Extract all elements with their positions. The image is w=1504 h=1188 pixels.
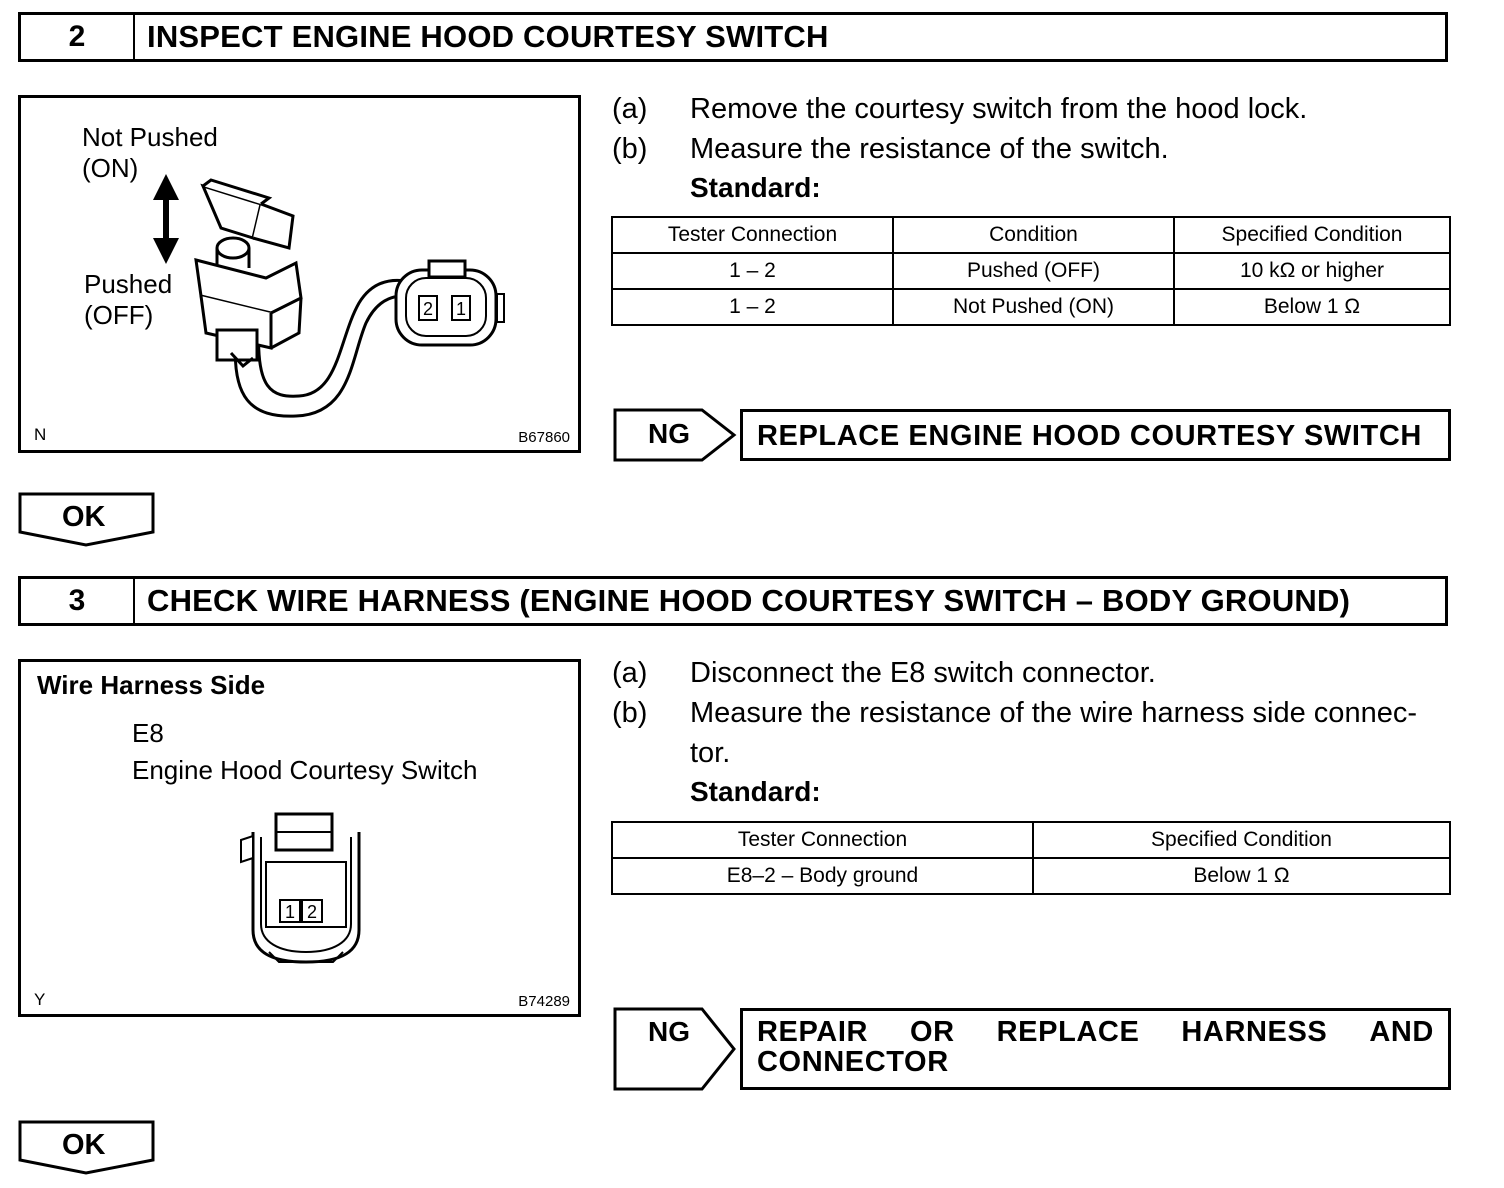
instruction-label: (b) [612, 697, 648, 729]
figure-code: B67860 [518, 429, 570, 446]
courtesy-switch-drawing [21, 98, 578, 450]
table-cell: Below 1 Ω [1174, 289, 1450, 325]
instruction-label: (a) [612, 657, 648, 689]
ng-action-word: REPLACE [996, 1016, 1140, 1048]
ok-label: OK [62, 501, 106, 533]
ng-action-line-2: CONNECTOR [757, 1046, 949, 1078]
step-title: CHECK WIRE HARNESS (ENGINE HOOD COURTESY SWITCH – BODY GROUND) [147, 583, 1351, 618]
table-cell: 10 kΩ or higher [1174, 253, 1450, 289]
step-3-header [18, 576, 1448, 626]
figure-code: B74289 [518, 993, 570, 1010]
instruction-text: Disconnect the E8 switch connector. [690, 657, 1156, 689]
pin-label: 1 [455, 299, 467, 319]
step-2-spec-table [611, 216, 1451, 326]
ng-action-box [740, 1008, 1451, 1090]
ng-action-word: OR [909, 1016, 955, 1048]
table-cell: 1 – 2 [612, 289, 893, 325]
table-row [612, 858, 1450, 894]
switch-connector-icon [396, 261, 504, 345]
harness-figure [18, 659, 581, 1017]
figure-heading: Wire Harness Side [37, 670, 266, 700]
harness-connector-icon [241, 814, 359, 962]
ng-action-word: REPAIR [757, 1016, 869, 1048]
table-header: Tester Connection [612, 217, 893, 253]
label-pushed-state: (OFF) [84, 300, 154, 330]
step-3-spec-table [611, 821, 1451, 895]
standard-label: Standard: [690, 172, 821, 203]
table-header: Condition [893, 217, 1174, 253]
ng-label: NG [648, 418, 690, 449]
pin-label: 2 [422, 299, 434, 319]
table-header: Specified Condition [1033, 822, 1450, 858]
ng-action-text: REPLACE ENGINE HOOD COURTESY SWITCH [757, 420, 1422, 452]
harness-connector-drawing [21, 662, 578, 1014]
ok-label: OK [62, 1129, 106, 1161]
table-cell: E8–2 – Body ground [612, 858, 1033, 894]
instruction-text: Measure the resistance of the switch. [690, 133, 1169, 165]
figure-corner-code: Y [34, 990, 46, 1009]
table-header-row [612, 822, 1450, 858]
ng-label: NG [648, 1016, 690, 1047]
instruction-label: (a) [612, 93, 648, 125]
push-direction-arrow-icon [153, 174, 179, 264]
table-row [612, 289, 1450, 325]
table-cell: Pushed (OFF) [893, 253, 1174, 289]
step-number: 3 [21, 579, 135, 623]
step-2-instructions [612, 89, 1452, 179]
ng-action-word: HARNESS [1181, 1016, 1328, 1048]
switch-body-icon [196, 180, 301, 366]
step-number: 2 [21, 15, 135, 59]
table-cell: Not Pushed (ON) [893, 289, 1174, 325]
ng-action-box [740, 409, 1451, 461]
instruction-text: tor. [690, 737, 731, 769]
connector-name: Engine Hood Courtesy Switch [132, 755, 478, 785]
ng-action-line-1 [757, 1017, 1434, 1047]
label-not-pushed-state: (ON) [82, 153, 139, 183]
ng-action-word: AND [1369, 1016, 1434, 1048]
step-3-instructions [612, 653, 1452, 773]
label-pushed: Pushed [84, 269, 173, 299]
table-cell: 1 – 2 [612, 253, 893, 289]
table-header: Tester Connection [612, 822, 1033, 858]
pin-label: 1 [284, 902, 296, 922]
instruction-label: (b) [612, 133, 648, 165]
instruction-text: Measure the resistance of the wire harness side connec- [690, 697, 1417, 729]
standard-label: Standard: [690, 776, 821, 807]
instruction-text: Remove the courtesy switch from the hood lock. [690, 93, 1308, 125]
table-cell: Below 1 Ω [1033, 858, 1450, 894]
step-title: INSPECT ENGINE HOOD COURTESY SWITCH [147, 19, 829, 54]
connector-id: E8 [132, 718, 164, 748]
table-header-row [612, 217, 1450, 253]
step-2-header [18, 12, 1448, 62]
label-not-pushed: Not Pushed [82, 122, 218, 152]
figure-corner-code: N [34, 425, 47, 444]
table-row [612, 253, 1450, 289]
pin-label: 2 [306, 902, 318, 922]
table-header: Specified Condition [1174, 217, 1450, 253]
switch-figure [18, 95, 581, 453]
